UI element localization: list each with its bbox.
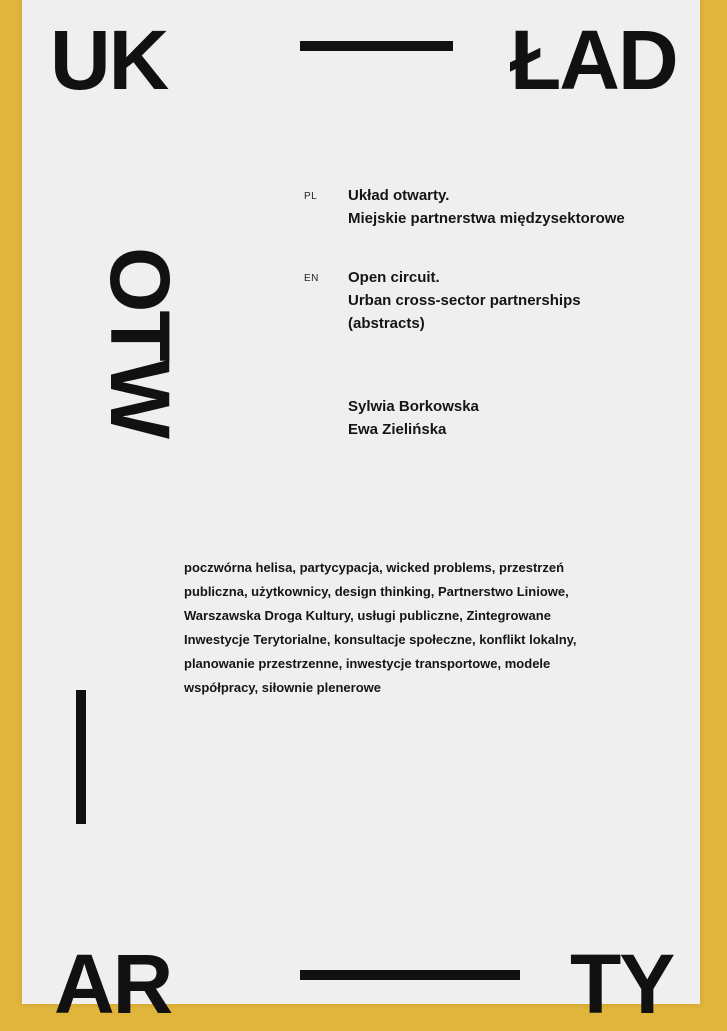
cover-page [22,0,700,1004]
left-vertical-rule [76,690,86,824]
bottom-horizontal-rule [300,970,520,980]
title-pl [348,184,625,230]
cover-word-uk: UK [50,13,168,107]
lang-code-pl: PL [304,191,318,202]
title-en-line3: (abstracts) [348,315,425,332]
keywords-block [184,556,624,700]
keywords-line: Inwestycje Terytorialne, konsultacje społeczne, konflikt lokalny, [184,632,577,647]
cover-word-ar: AR [54,937,172,1031]
keywords-line: Warszawska Droga Kultury, usługi publiczne, Zintegrowane [184,608,551,623]
cover-word-ty: TY [570,937,674,1031]
keywords-line: planowanie przestrzenne, inwestycje transportowe, modele [184,656,551,671]
author-name: Ewa Zielińska [348,421,447,438]
keywords-line: poczwórna helisa, partycypacja, wicked problems, przestrzeń [184,560,565,575]
title-en [348,266,581,335]
keywords-line: publiczna, użytkownicy, design thinking, Partnerstwo Liniowe, [184,584,569,599]
title-pl-line2: Miejskie partnerstwa międzysektorowe [348,210,625,227]
keywords-line: współpracy, siłownie plenerowe [184,680,381,695]
title-pl-line1: Układ otwarty. [348,187,450,204]
title-en-line1: Open circuit. [348,269,440,286]
top-horizontal-rule [300,41,453,51]
cover-word-lad: ŁAD [510,13,677,107]
cover-word-otw-vertical: OTW [92,247,187,437]
title-en-line2: Urban cross-sector partnerships [348,292,581,309]
lang-code-en: EN [304,273,319,284]
author-name: Sylwia Borkowska [348,398,479,415]
authors [348,395,479,441]
